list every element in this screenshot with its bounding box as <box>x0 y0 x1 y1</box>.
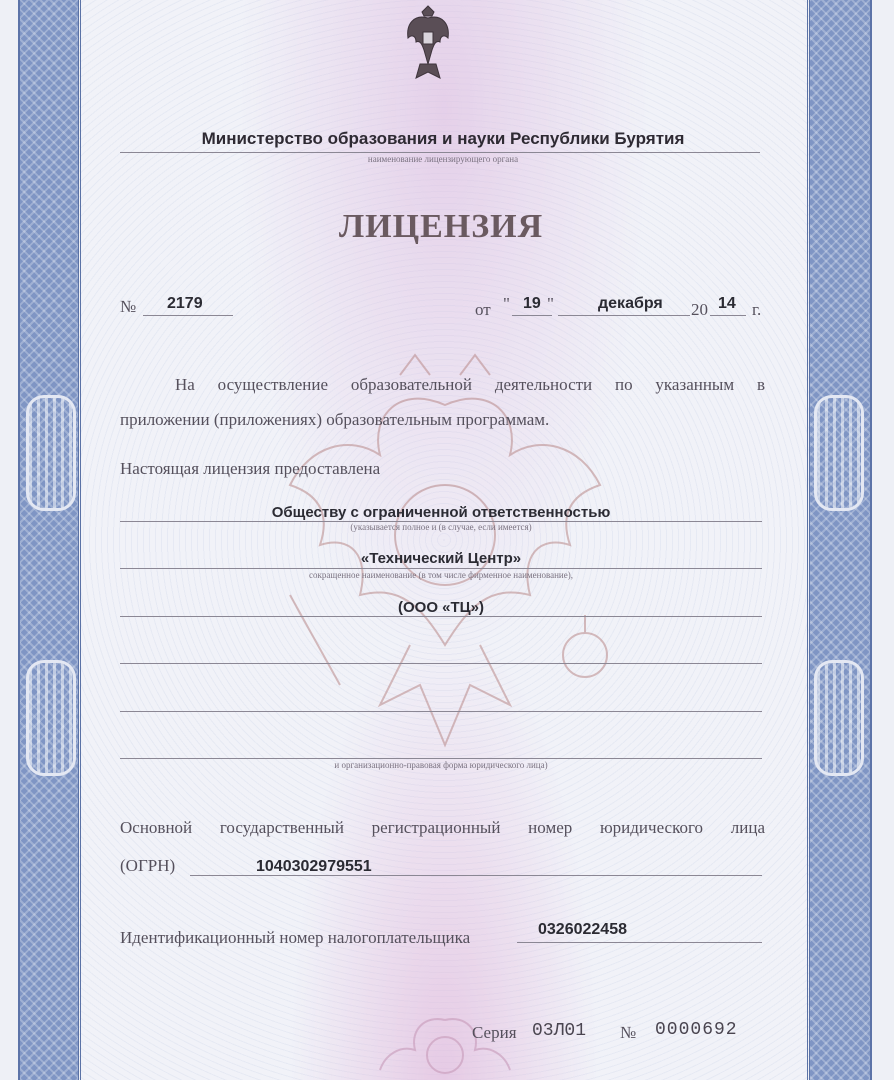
issuer-line <box>120 152 760 153</box>
series-number: 0000692 <box>655 1020 738 1040</box>
license-title: ЛИЦЕНЗИЯ <box>338 208 544 245</box>
ogrn-label-2: (ОГРН) <box>120 856 176 875</box>
series-number-prefix: № <box>620 1023 637 1042</box>
granted-quoted-name: «Технический Центр» <box>360 550 522 567</box>
number-line <box>143 315 233 316</box>
inn-line <box>517 942 762 943</box>
granted-label: Настоящая лицензия предоставлена <box>120 459 381 478</box>
ogrn-value: 1040302979551 <box>256 858 372 875</box>
name-caption: сокращенное наименование (в том числе фирменное наименование), <box>309 570 573 580</box>
series-value: 03Л01 <box>532 1021 587 1041</box>
date-month: декабря <box>598 295 663 312</box>
granted-full-name: Обществу с ограниченной ответственностью <box>271 504 611 521</box>
date-day: 19 <box>523 295 541 312</box>
date-year: 14 <box>718 295 736 312</box>
ogrn-label-1: Основной государственный регистрационный номер юридического лица <box>120 818 765 837</box>
date-prefix: от <box>475 300 491 319</box>
purpose-line-2: приложении (приложениях) образовательным программам. <box>120 410 550 429</box>
fill-line-5 <box>120 711 762 712</box>
month-line <box>558 315 690 316</box>
date-suffix: г. <box>752 300 762 319</box>
day-line <box>512 315 552 316</box>
fill-line-6 <box>120 758 762 759</box>
granted-short-name: (ООО «ТЦ») <box>398 599 484 616</box>
series-label: Серия <box>472 1023 517 1042</box>
fill-line-4 <box>120 663 762 664</box>
form-caption: и организационно-правовая форма юридического лица) <box>334 760 548 770</box>
date-open-quote: " <box>503 294 510 313</box>
full-name-caption: (указывается полное и (в случае, если имеется) <box>350 522 532 532</box>
purpose-line-1: На осуществление образовательной деятельности по указанным в <box>175 375 765 394</box>
date-close-quote: " <box>547 294 554 313</box>
inn-value: 0326022458 <box>538 921 627 938</box>
date-year-prefix: 20 <box>691 300 708 319</box>
fill-line-2 <box>120 568 762 569</box>
issuer-caption: наименование лицензирующего органа <box>367 154 519 164</box>
issuer-name: Министерство образования и науки Республики Бурятия <box>201 129 685 148</box>
year-line <box>710 315 746 316</box>
inn-label: Идентификационный номер налогоплательщика <box>120 928 471 947</box>
license-number: 2179 <box>167 295 203 312</box>
number-prefix: № <box>120 297 137 316</box>
fill-line-3 <box>120 616 762 617</box>
